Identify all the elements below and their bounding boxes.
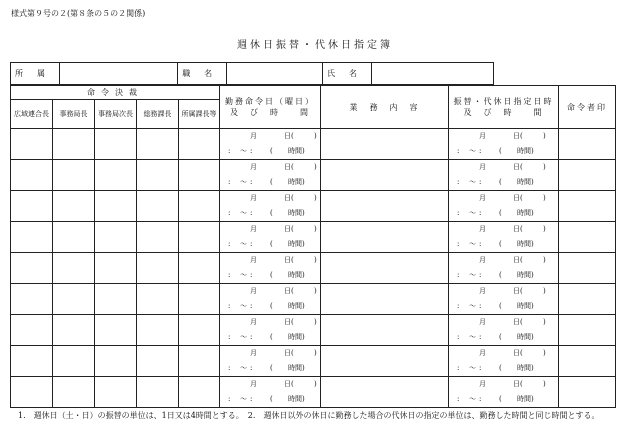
approval-stamp-cell[interactable] — [137, 284, 179, 315]
table-row — [11, 377, 616, 408]
table-row — [11, 191, 616, 222]
table-row — [11, 346, 616, 377]
info-row — [10, 62, 494, 85]
record-grid — [10, 85, 616, 408]
approval-stamp-cell[interactable] — [11, 129, 53, 160]
approval-stamp-cell[interactable] — [179, 377, 220, 408]
approval-stamp-cell[interactable] — [53, 160, 95, 191]
approval-stamp-cell[interactable] — [137, 222, 179, 253]
approval-stamp-cell[interactable] — [95, 191, 137, 222]
swap-date-cell[interactable]: 月 日( ) : ～ : ( 時間) — [449, 160, 559, 191]
form-number: 様式第９号の２(第８条の５の２関係) — [11, 9, 146, 18]
work-date-cell[interactable]: 月 日( ) : ～ : ( 時間) — [220, 377, 321, 408]
approval-stamp-cell[interactable] — [137, 253, 179, 284]
approval-stamp-cell[interactable] — [95, 253, 137, 284]
duty-cell[interactable] — [321, 377, 449, 408]
approval-col-header: 事務局次長 — [95, 100, 137, 129]
approval-stamp-cell[interactable] — [53, 284, 95, 315]
seal-cell[interactable] — [559, 284, 616, 315]
approval-stamp-cell[interactable] — [53, 315, 95, 346]
duty-cell[interactable] — [321, 191, 449, 222]
approval-stamp-cell[interactable] — [179, 191, 220, 222]
approval-stamp-cell[interactable] — [11, 253, 53, 284]
seal-header: 命令者印 — [559, 86, 616, 129]
duty-cell[interactable] — [321, 315, 449, 346]
seal-cell[interactable] — [559, 253, 616, 284]
approval-stamp-cell[interactable] — [137, 129, 179, 160]
duty-cell[interactable] — [321, 222, 449, 253]
approval-stamp-cell[interactable] — [179, 253, 220, 284]
work-date-header: 勤務命令日（曜日） 及 び 時 間 — [220, 86, 321, 129]
swap-date-cell[interactable]: 月 日( ) : ～ : ( 時間) — [449, 284, 559, 315]
work-date-cell[interactable]: 月 日( ) : ～ : ( 時間) — [220, 253, 321, 284]
table-row — [11, 129, 616, 160]
approval-stamp-cell[interactable] — [11, 160, 53, 191]
duty-cell[interactable] — [321, 284, 449, 315]
seal-cell[interactable] — [559, 222, 616, 253]
dept-field[interactable] — [60, 63, 178, 85]
approval-stamp-cell[interactable] — [137, 191, 179, 222]
table-row — [11, 253, 616, 284]
approval-stamp-cell[interactable] — [137, 160, 179, 191]
approval-stamp-cell[interactable] — [11, 191, 53, 222]
duty-cell[interactable] — [321, 346, 449, 377]
approval-stamp-cell[interactable] — [95, 284, 137, 315]
grid-body — [11, 129, 616, 408]
table-row — [11, 160, 616, 191]
approval-stamp-cell[interactable] — [137, 346, 179, 377]
work-date-cell[interactable]: 月 日( ) : ～ : ( 時間) — [220, 129, 321, 160]
approval-stamp-cell[interactable] — [179, 160, 220, 191]
approval-stamp-cell[interactable] — [53, 191, 95, 222]
table-row — [11, 315, 616, 346]
approval-col-header: 所属課長等 — [179, 100, 220, 129]
seal-cell[interactable] — [559, 129, 616, 160]
approval-stamp-cell[interactable] — [179, 315, 220, 346]
name-field[interactable] — [372, 63, 494, 85]
work-date-cell[interactable]: 月 日( ) : ～ : ( 時間) — [220, 346, 321, 377]
dept-label: 所属 — [11, 63, 60, 85]
footnote: 1. 週休日（土・日）の振替の単位は、1日又は4時間とする。 2. 週休日以外の休日に勤務した場合の代休日の指定の単位は、勤務した時間と同じ時間とする。 — [18, 411, 600, 420]
duty-cell[interactable] — [321, 129, 449, 160]
table-row — [11, 222, 616, 253]
approval-stamp-cell[interactable] — [95, 377, 137, 408]
approval-col-header: 広域連合長 — [11, 100, 53, 129]
approval-stamp-cell[interactable] — [95, 160, 137, 191]
approval-stamp-cell[interactable] — [95, 222, 137, 253]
approval-stamp-cell[interactable] — [179, 346, 220, 377]
duty-cell[interactable] — [321, 253, 449, 284]
approval-stamp-cell[interactable] — [179, 129, 220, 160]
approval-stamp-cell[interactable] — [95, 315, 137, 346]
swap-date-cell[interactable]: 月 日( ) : ～ : ( 時間) — [449, 253, 559, 284]
swap-date-cell[interactable]: 月 日( ) : ～ : ( 時間) — [449, 315, 559, 346]
approval-stamp-cell[interactable] — [11, 315, 53, 346]
seal-cell[interactable] — [559, 346, 616, 377]
duty-cell[interactable] — [321, 160, 449, 191]
approval-stamp-cell[interactable] — [179, 222, 220, 253]
swap-date-cell[interactable]: 月 日( ) : ～ : ( 時間) — [449, 222, 559, 253]
approval-header: 命令決裁 — [11, 86, 220, 100]
approval-stamp-cell[interactable] — [179, 284, 220, 315]
swap-date-cell[interactable]: 月 日( ) : ～ : ( 時間) — [449, 377, 559, 408]
approval-stamp-cell[interactable] — [11, 284, 53, 315]
seal-cell[interactable] — [559, 377, 616, 408]
seal-cell[interactable] — [559, 191, 616, 222]
swap-date-cell[interactable]: 月 日( ) : ～ : ( 時間) — [449, 346, 559, 377]
page-title: 週休日振替・代休日指定簿 — [237, 40, 393, 51]
work-date-cell[interactable]: 月 日( ) : ～ : ( 時間) — [220, 315, 321, 346]
approval-stamp-cell[interactable] — [53, 222, 95, 253]
work-date-cell[interactable]: 月 日( ) : ～ : ( 時間) — [220, 191, 321, 222]
work-date-cell[interactable]: 月 日( ) : ～ : ( 時間) — [220, 160, 321, 191]
work-date-cell[interactable]: 月 日( ) : ～ : ( 時間) — [220, 284, 321, 315]
work-date-cell[interactable]: 月 日( ) : ～ : ( 時間) — [220, 222, 321, 253]
approval-stamp-cell[interactable] — [95, 129, 137, 160]
approval-stamp-cell[interactable] — [95, 346, 137, 377]
table-row — [11, 284, 616, 315]
approval-stamp-cell[interactable] — [11, 346, 53, 377]
approval-stamp-cell[interactable] — [137, 377, 179, 408]
position-field[interactable] — [227, 63, 323, 85]
seal-cell[interactable] — [559, 160, 616, 191]
approval-stamp-cell[interactable] — [53, 129, 95, 160]
approval-stamp-cell[interactable] — [53, 346, 95, 377]
swap-date-cell[interactable]: 月 日( ) : ～ : ( 時間) — [449, 191, 559, 222]
approval-col-header: 総務課長 — [137, 100, 179, 129]
swap-date-cell[interactable]: 月 日( ) : ～ : ( 時間) — [449, 129, 559, 160]
approval-col-header: 事務局長 — [53, 100, 95, 129]
position-label: 職名 — [178, 63, 227, 85]
duty-header: 業 務 内 容 — [321, 86, 449, 129]
approval-stamp-cell[interactable] — [137, 315, 179, 346]
seal-cell[interactable] — [559, 315, 616, 346]
approval-stamp-cell[interactable] — [11, 222, 53, 253]
name-label: 氏名 — [323, 63, 372, 85]
approval-stamp-cell[interactable] — [11, 377, 53, 408]
approval-stamp-cell[interactable] — [53, 377, 95, 408]
approval-stamp-cell[interactable] — [53, 253, 95, 284]
swap-date-header: 振替・代休日指定日時 及 び 時 間 — [449, 86, 559, 129]
